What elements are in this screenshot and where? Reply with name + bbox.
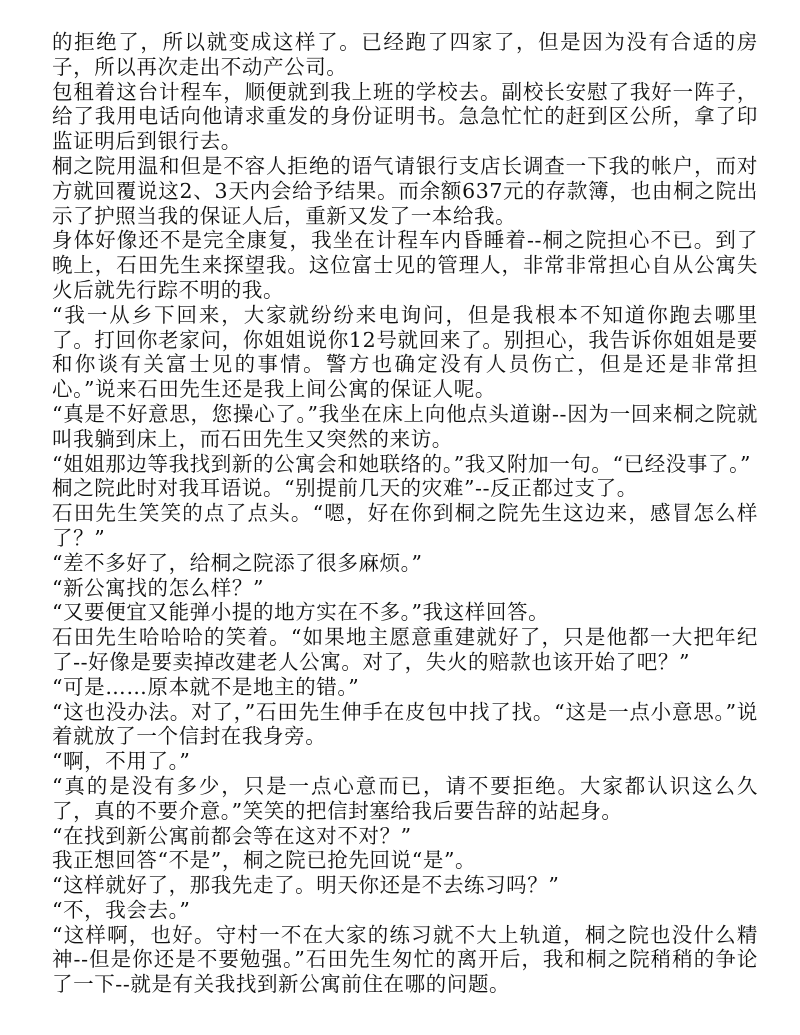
- paragraph: 石田先生哈哈哈的笑着。“如果地主愿意重建就好了，只是他都一大把年纪了--好像是要卖掉改建老人公寓。对了，失火的赔款也该开始了吧？”: [52, 625, 758, 674]
- document-body: [52, 30, 758, 997]
- paragraph: “不，我会去。”: [52, 897, 191, 922]
- paragraph: 的拒绝了，所以就变成这样了。已经跑了四家了，但是因为没有合适的房子，所以再次走出不动产公司。: [52, 30, 758, 79]
- paragraph: 石田先生笑笑的点了点头。“嗯，好在你到桐之院先生这边来，感冒怎么样了？”: [52, 501, 758, 550]
- paragraph: “啊，不用了。”: [52, 749, 191, 774]
- paragraph: 桐之院此时对我耳语说。“别提前几天的灾难”--反正都过支了。: [52, 476, 638, 501]
- paragraph: “这也没办法。对了，”石田先生伸手在皮包中找了找。“这是一点小意思。”说着就放了一个信封在我身旁。: [52, 699, 758, 749]
- paragraph: 包租着这台计程车，顺便就到我上班的学校去。副校长安慰了我好一阵子，给了我用电话向他请求重发的身份证明书。急急忙忙的赶到区公所，拿了印监证明后到银行去。: [52, 79, 758, 154]
- paragraph: “这样就好了，那我先走了。明天你还是不去练习吗？”: [52, 873, 560, 898]
- paragraph: “差不多好了，给桐之院添了很多麻烦。”: [52, 550, 423, 575]
- paragraph: “姐姐那边等我找到新的公寓会和她联络的。”我又附加一句。“已经没事了。”: [52, 451, 752, 476]
- paragraph: 身体好像还不是完全康复，我坐在计程车内昏睡着--桐之院担心不已。到了晚上，石田先生来探望我。这位富士见的管理人，非常非常担心自从公寓失火后就先行踪不明的我。: [52, 228, 758, 302]
- paragraph: “在找到新公寓前都会等在这对不对？”: [52, 823, 412, 848]
- paragraph: 桐之院用温和但是不容人拒绝的语气请银行支店长调查一下我的帐户，而对方就回覆说这2、3天内会给予结果。而余额637元的存款簿，也由桐之院出示了护照当我的保证人后，重新又发了一本给我。: [52, 153, 758, 228]
- paragraph: “真是不好意思，您操心了。”我坐在床上向他点头道谢--因为一回来桐之院就叫我躺到床上，而石田先生又突然的来访。: [52, 401, 758, 451]
- paragraph: “可是……原本就不是地主的错。”: [52, 674, 360, 699]
- paragraph: “我一从乡下回来，大家就纷纷来电询问，但是我根本不知道你跑去哪里了。打回你老家问，你姐姐说你12号就回来了。别担心，我告诉你姐姐是要和你谈有关富士见的事情。警方也确定没有人员伤亡，但是还是非常担心。”说来石田先生还是我上间公寓的保证人呢。: [52, 302, 758, 402]
- paragraph: “又要便宜又能弹小提的地方实在不多。”我这样回答。: [52, 600, 550, 625]
- paragraph: “真的是没有多少，只是一点心意而已，请不要拒绝。大家都认识这么久了，真的不要介意。”笑笑的把信封塞给我后要告辞的站起身。: [52, 773, 758, 823]
- paragraph: “这样啊，也好。守村一不在大家的练习就不大上轨道，桐之院也没什么精神--但是你还是不要勉强。”石田先生匆忙的离开后，我和桐之院稍稍的争论了一下--就是有关我找到新公寓前住在哪的问题。: [52, 922, 758, 997]
- paragraph: 我正想回答“不是”，桐之院已抢先回说“是”。: [52, 848, 477, 873]
- paragraph: “新公寓找的怎么样？”: [52, 575, 265, 600]
